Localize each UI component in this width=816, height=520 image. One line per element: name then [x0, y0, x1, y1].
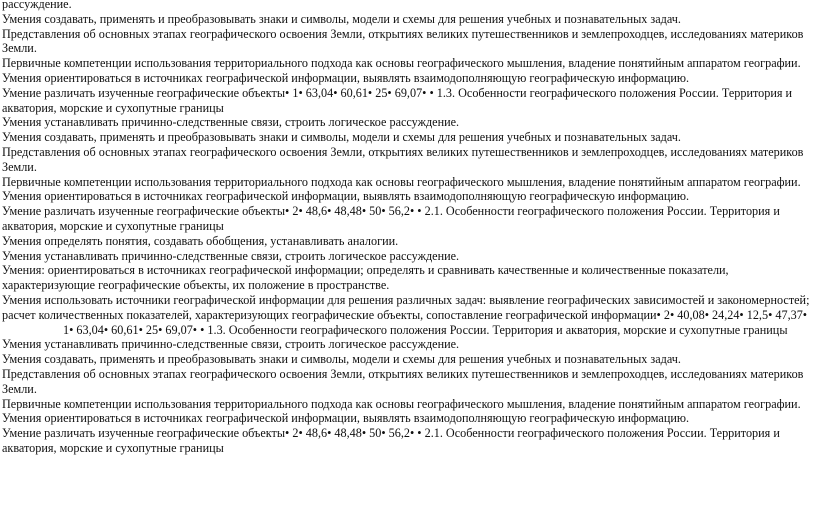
text-line: Умения: ориентироваться в источниках географической информации; определять и сравнивать качественные и количественные показатели, характеризующие географические объекты, их положение в пространстве. — [2, 263, 729, 293]
text-line: Первичные компетенции использования территориального подхода как основы географического мышления, владение понятийным аппаратом географии. — [2, 396, 801, 411]
text-line: Умение различать изученные географические объекты• 2• 48,6• 48,48• 50• 56,2• • 2.1. Особенности географического положения России. Территория и акватория, морские и сухопутные границы — [2, 426, 780, 455]
text-line: Умения создавать, применять и преобразовывать знаки и символы, модели и схемы для решения учебных и познавательных задач. — [2, 130, 681, 145]
text-line: Умения ориентироваться в источниках географической информации, выявлять взаимодополняющую географическую информацию. — [2, 411, 690, 426]
text-line: Представления об основных этапах географического освоения Земли, открытиях великих путешественников и землепроходцев, исследованиях материков Земли. — [2, 26, 804, 56]
text-line: Умение различать изученные географические объекты• 1• 63,04• 60,61• 25• 69,07• • 1.3. Особенности географического положения России. Территория и акватория, морские и сухопутные границы — [2, 85, 793, 115]
text-line-indented: 1• 63,04• 60,61• 25• 69,07• • 1.3. Особенности географического положения России. Территория и акватория, морские и сухопутные границы — [63, 322, 788, 337]
text-line: Умение различать изученные географические объекты• 2• 48,6• 48,48• 50• 56,2• • 2.1. Особенности географического положения России. Территория и акватория, морские и сухопутные границы — [2, 204, 780, 233]
text-line: Умения устанавливать причинно-следственные связи, строить логическое рассуждение. — [2, 115, 460, 130]
document-body — [2, 0, 814, 456]
text-line: Умения определять понятия, создавать обобщения, устанавливать аналогии. — [2, 233, 399, 248]
text-line: Умения создавать, применять и преобразовывать знаки и символы, модели и схемы для решения учебных и познавательных задач. — [2, 352, 681, 367]
text-line: Умения создавать, применять и преобразовывать знаки и символы, модели и схемы для решения учебных и познавательных задач. — [2, 11, 681, 26]
text-line: Умения устанавливать причинно-следственные связи, строить логическое рассуждение. — [2, 337, 460, 352]
text-line: Умения использовать источники географической информации для решения различных задач: выявление географических зависимостей и закономерностей; расчет количественных показателей, характеризующих географические объекты, сопоставление географической информации• 2• 40,08• 24,24• 12,5• 47,37• — [2, 292, 810, 322]
text-line: Первичные компетенции использования территориального подхода как основы географического мышления, владение понятийным аппаратом географии. — [2, 56, 801, 71]
text-line: Умения устанавливать причинно-следственные связи, строить логическое рассуждение. — [2, 248, 460, 263]
text-line: Первичные компетенции использования территориального подхода как основы географического мышления, владение понятийным аппаратом географии. — [2, 174, 801, 189]
text-line: Умения ориентироваться в источниках географической информации, выявлять взаимодополняющую географическую информацию. — [2, 70, 690, 85]
text-line: рассуждение. — [2, 0, 72, 11]
text-line: Представления об основных этапах географического освоения Земли, открытиях великих путешественников и землепроходцев, исследованиях материков Земли. — [2, 144, 804, 174]
text-line: Представления об основных этапах географического освоения Земли, открытиях великих путешественников и землепроходцев, исследованиях материков Земли. — [2, 366, 804, 396]
text-line: Умения ориентироваться в источниках географической информации, выявлять взаимодополняющую географическую информацию. — [2, 189, 690, 204]
